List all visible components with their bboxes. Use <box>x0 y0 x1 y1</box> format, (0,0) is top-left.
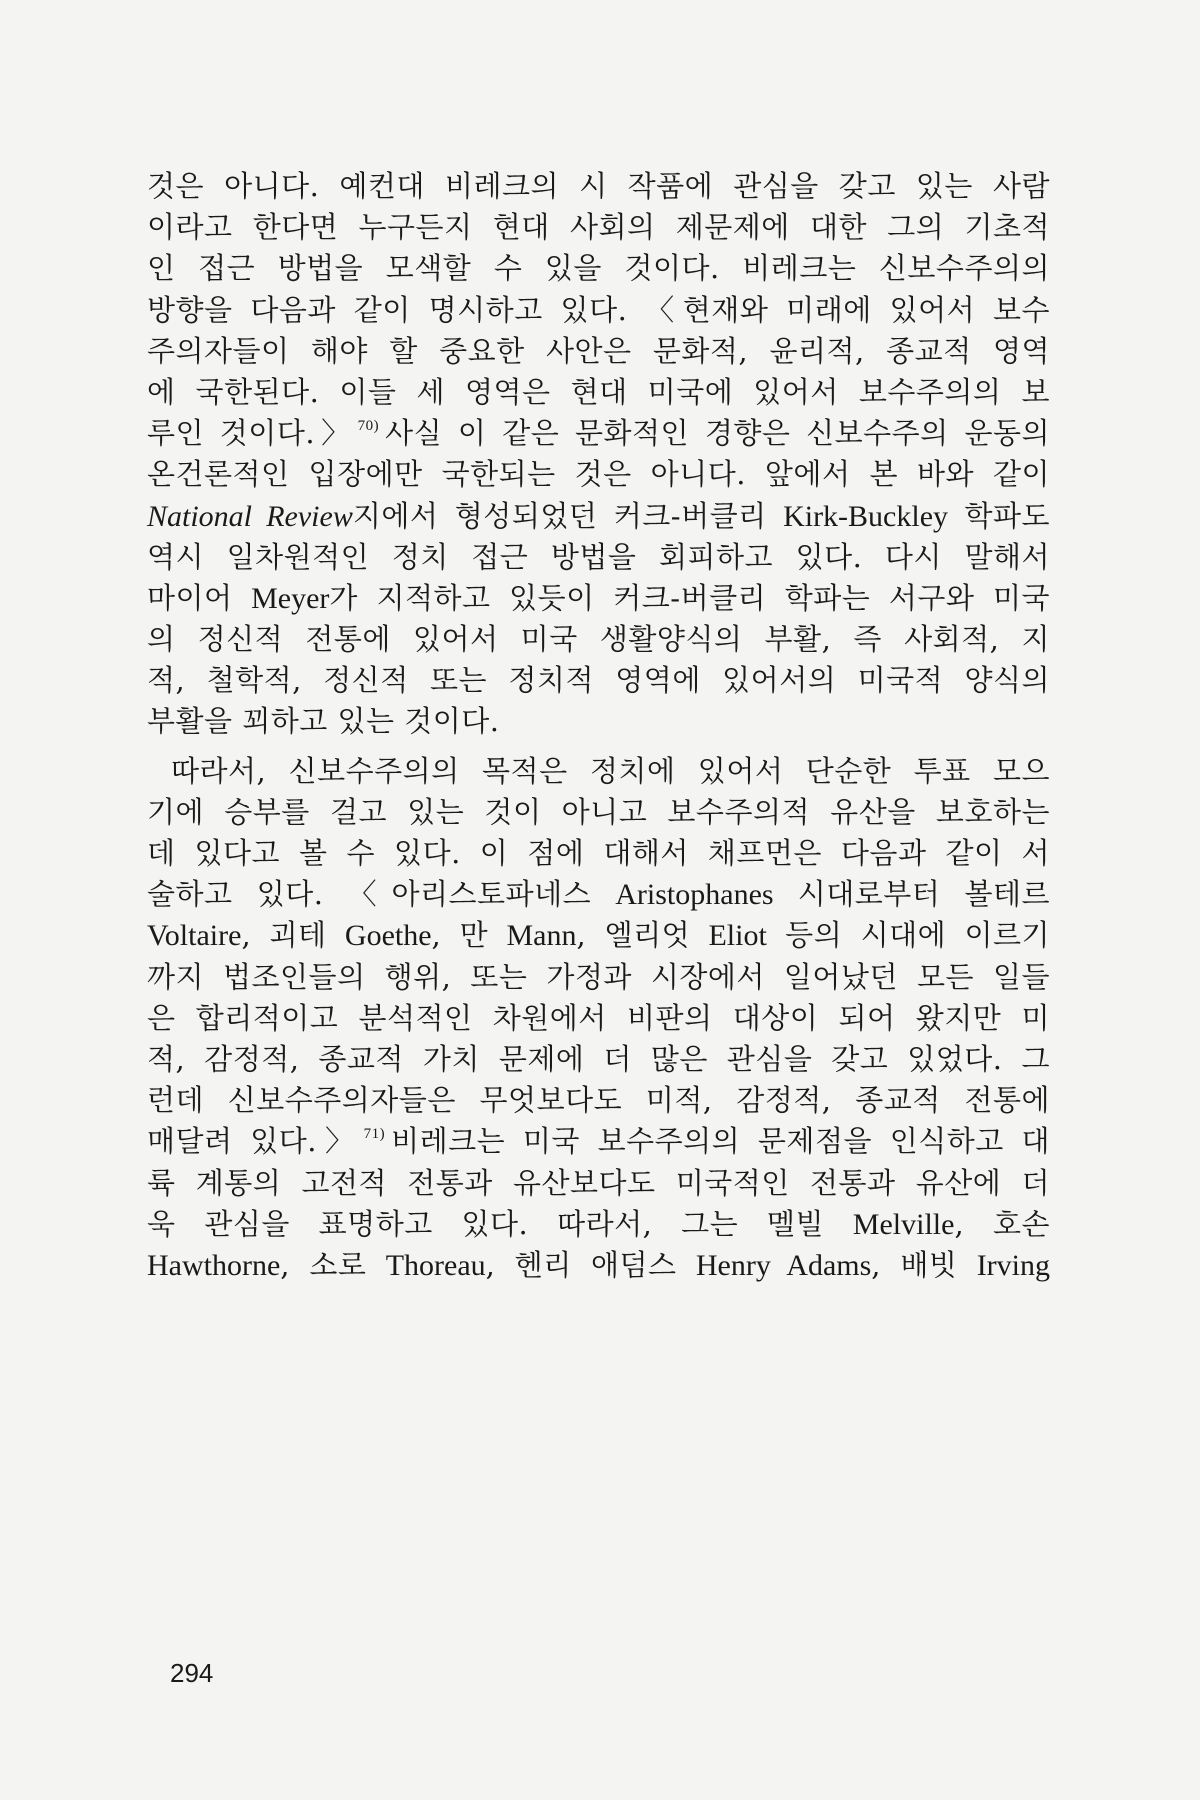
text-line <box>147 413 1050 454</box>
english-term: Hawthorne <box>147 1248 281 1282</box>
text-line: 데 있다고 볼 수 있다. 이 점에 대해서 채프먼은 다음과 같이 서 <box>147 836 1050 870</box>
footnote-ref-70: 70) <box>357 418 380 435</box>
text-line: 것은 아니다. 예컨대 비레크의 시 작품에 관심을 갖고 있는 사람 <box>147 169 1050 203</box>
english-term: Irving <box>976 1248 1051 1282</box>
english-term: Meyer <box>251 581 330 615</box>
text-segment: , 배빗 <box>871 1247 977 1282</box>
text-segment: 지에서 형성되었던 커크-버클리 <box>352 498 784 533</box>
english-term: Mann <box>506 919 577 953</box>
text-line: 인 접근 방법을 모색할 수 있을 것이다. 비레크는 신보수주의의 <box>147 251 1050 286</box>
text-segment: 비레크는 미국 보수주의의 문제점을 인식하고 대 <box>391 1124 1051 1159</box>
journal-title: National Review <box>147 499 353 533</box>
text-segment: , 괴테 <box>241 918 345 953</box>
text-line: 기에 승부를 걸고 있는 것이 아니고 보수주의적 유산을 보호하는 <box>147 794 1050 829</box>
text-line: 에 국한된다. 이들 세 영역은 현대 미국에 있어서 보수주의의 보 <box>147 374 1050 409</box>
text-line <box>147 1204 1050 1245</box>
text-segment: 루인 것이다.〉 <box>147 416 357 451</box>
english-term: Eliot <box>708 919 767 953</box>
page-number: 294 <box>170 1658 214 1688</box>
text-line <box>147 1121 1050 1162</box>
english-term: Henry Adams <box>695 1248 872 1282</box>
text-line <box>147 1245 1050 1286</box>
text-segment: , 소로 <box>280 1247 386 1282</box>
text-segment: , 호손 <box>954 1206 1051 1241</box>
text-line <box>147 874 1050 915</box>
english-term: Voltaire <box>147 919 242 953</box>
text-segment: 술하고 있다. 〈아리스토파네스 <box>147 877 616 912</box>
text-segment: 등의 시대에 이르기 <box>766 918 1051 953</box>
text-line: 역시 일차원적인 정치 접근 방법을 회피하고 있다. 다시 말해서 <box>147 539 1050 574</box>
text-segment: 사실 이 같은 문화적인 경향은 신보수주의 운동의 <box>385 416 1050 451</box>
english-term: Thoreau <box>385 1248 486 1282</box>
text-line: 따라서, 신보수주의의 목적은 정치에 있어서 단순한 투표 모으 <box>171 753 1050 788</box>
text-line: 이라고 한다면 누구든지 현대 사회의 제문제에 대한 그의 기초적 <box>147 210 1050 245</box>
text-line: 방향을 다음과 같이 명시하고 있다. 〈현재와 미래에 있어서 보수 <box>147 292 1050 327</box>
text-segment: 가 지적하고 있듯이 커크-버클리 학파는 서구와 미국 <box>329 580 1050 615</box>
text-line <box>147 915 1050 956</box>
text-segment: , 만 <box>431 918 507 953</box>
text-line: 런데 신보수주의자들은 무엇보다도 미적, 감정적, 종교적 전통에 <box>147 1083 1050 1118</box>
text-line: 적, 감정적, 종교적 가치 문제에 더 많은 관심을 갖고 있었다. 그 <box>147 1041 1050 1076</box>
text-line: 륙 계통의 고전적 전통과 유산보다도 미국적인 전통과 유산에 더 <box>147 1165 1050 1200</box>
text-line: 까지 법조인들의 행위, 또는 가정과 시장에서 일어났던 모든 일들 <box>147 959 1050 994</box>
text-line: 은 합리적이고 분석적인 차원에서 비판의 대상이 되어 왔지만 미 <box>147 1000 1050 1035</box>
english-term: Aristophanes <box>615 878 774 912</box>
footnote-ref-71: 71) <box>363 1126 386 1143</box>
english-term: Melville <box>852 1207 955 1241</box>
text-line: 주의자들이 해야 할 중요한 사안은 문화적, 윤리적, 종교적 영역 <box>147 333 1050 368</box>
text-segment: , 엘리엇 <box>576 918 709 953</box>
text-segment: 시대로부터 볼테르 <box>773 877 1050 912</box>
text-segment: , 헨리 애덤스 <box>485 1247 696 1282</box>
text-line: 의 정신적 전통에 있어서 미국 생활양식의 부활, 즉 사회적, 지 <box>147 622 1050 657</box>
text-line: 적, 철학적, 정신적 또는 정치적 영역에 있어서의 미국적 양식의 <box>147 663 1050 698</box>
text-segment: 매달려 있다.〉 <box>147 1124 363 1159</box>
english-term: Goethe <box>344 919 432 953</box>
english-term: Kirk-Buckley <box>783 499 949 533</box>
text-segment: 마이어 <box>147 580 252 615</box>
text-line <box>147 578 1050 619</box>
text-line <box>147 496 1050 537</box>
paragraph-gap <box>147 743 1050 751</box>
text-segment: 욱 관심을 표명하고 있다. 따라서, 그는 멜빌 <box>147 1206 853 1241</box>
text-line: 부활을 꾀하고 있는 것이다. <box>147 704 500 739</box>
body-text <box>147 166 1050 1286</box>
text-line: 온건론적인 입장에만 국한되는 것은 아니다. 앞에서 본 바와 같이 <box>147 457 1050 492</box>
text-segment: 학파도 <box>948 498 1050 533</box>
